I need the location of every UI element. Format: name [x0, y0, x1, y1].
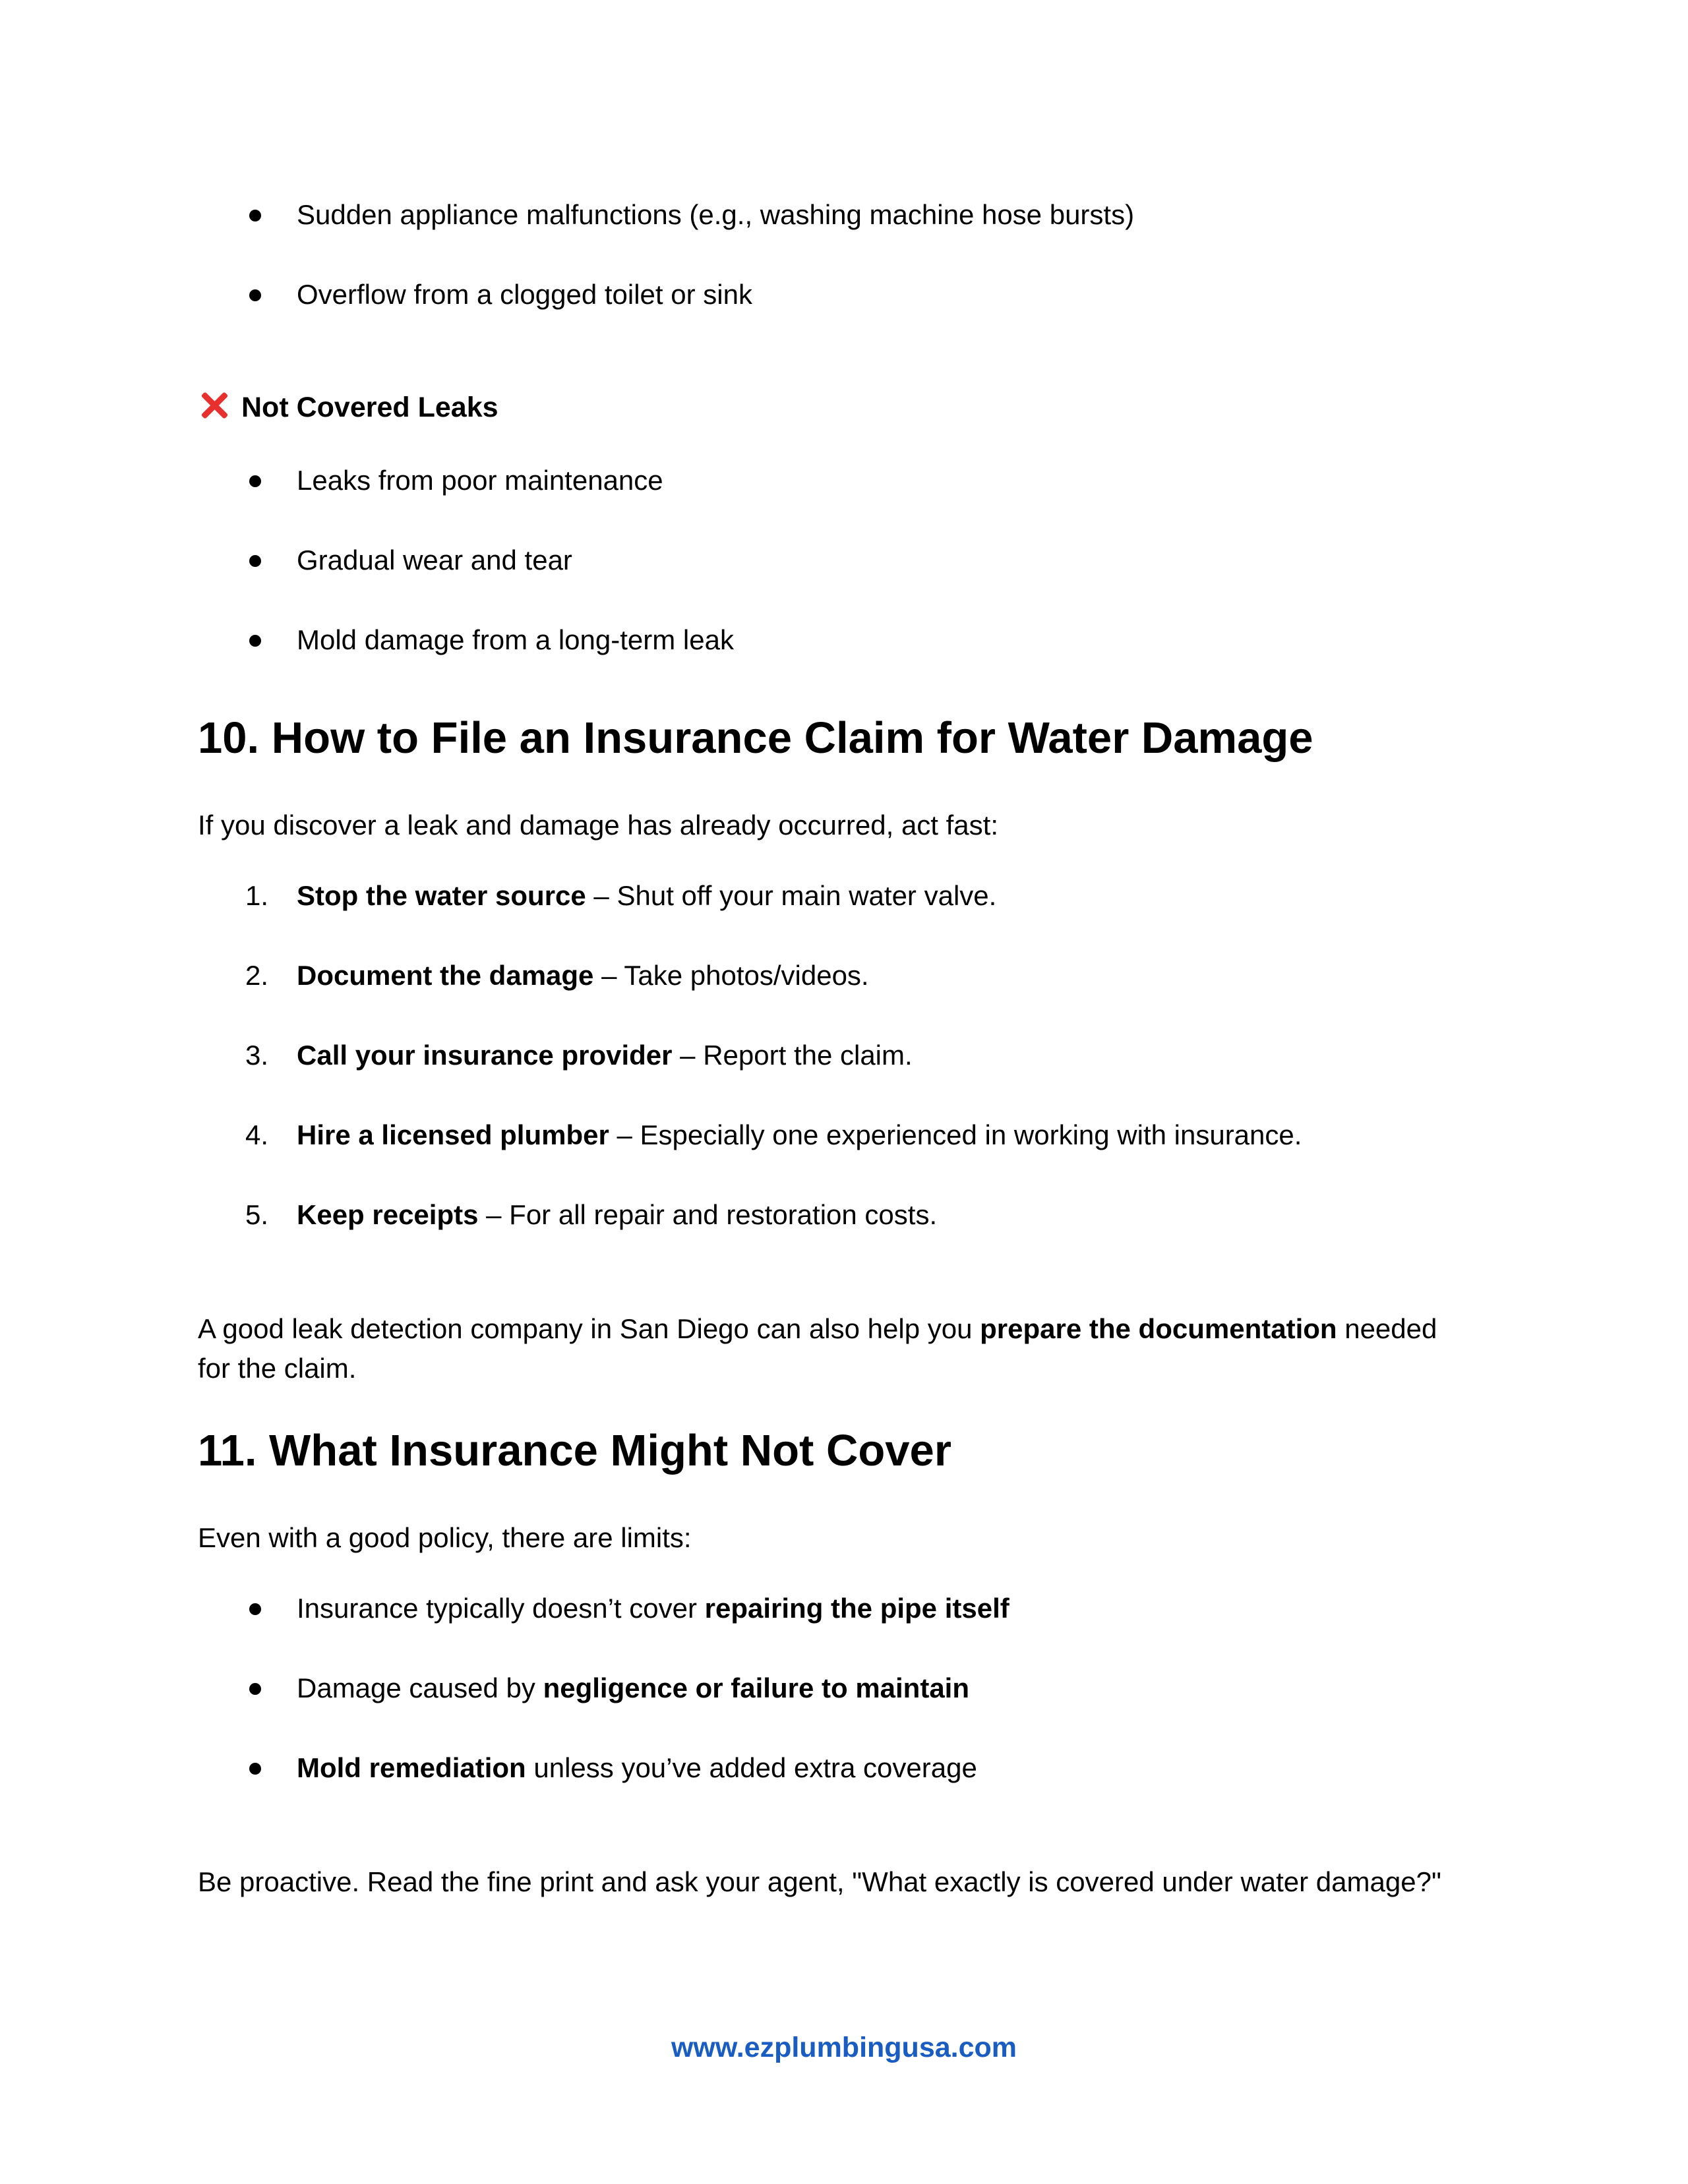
bullet-icon: [249, 210, 261, 221]
bullet-icon: [249, 635, 261, 647]
section-10-heading: 10. How to File an Insurance Claim for Water Damage: [198, 713, 1313, 763]
bullet-icon: [249, 1603, 261, 1615]
section-10-closing: A good leak detection company in San Diego can also help you prepare the documentation needed for the claim.: [198, 1313, 1437, 1384]
bullet-icon: [249, 1763, 261, 1775]
section-11-intro: Even with a good policy, there are limits:: [198, 1522, 692, 1553]
section-11-heading: 11. What Insurance Might Not Cover: [198, 1426, 951, 1475]
footer-website-link[interactable]: www.ezplumbingusa.com: [671, 2032, 1017, 2063]
not-covered-heading: Not Covered Leaks: [198, 389, 498, 426]
section-11-closing: Be proactive. Read the fine print and ask your agent, "What exactly is covered under water damage?": [198, 1866, 1441, 1897]
bullet-icon: [249, 475, 261, 487]
section-10-intro: If you discover a leak and damage has already occurred, act fast:: [198, 810, 999, 841]
bullet-icon: [249, 555, 261, 567]
bullet-icon: [249, 289, 261, 301]
bullet-icon: [249, 1683, 261, 1695]
cross-mark-icon: [198, 389, 231, 422]
